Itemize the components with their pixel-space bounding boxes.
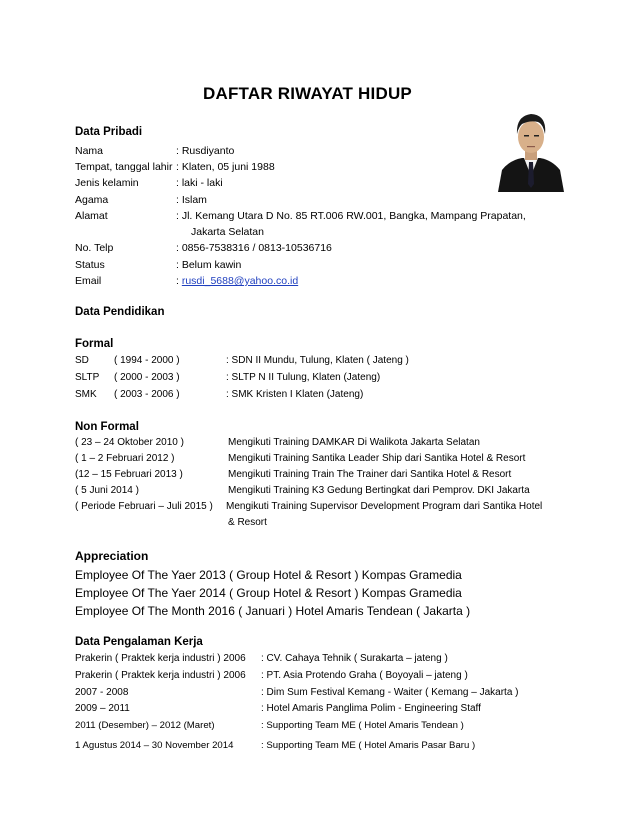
appreciation-item: Employee Of The Yaer 2014 ( Group Hotel & Resort ) Kompas Gramedia	[75, 586, 462, 600]
label-email: Email	[75, 275, 102, 287]
experience-desc: : Hotel Amaris Panglima Polim - Engineering Staff	[261, 703, 481, 714]
formal-school: : SDN II Mundu, Tulung, Klaten ( Jateng )	[226, 355, 409, 366]
profile-photo	[494, 104, 568, 192]
label-jenis-kelamin: Jenis kelamin	[75, 177, 139, 189]
experience-period: Prakerin ( Praktek kerja industri ) 2006	[75, 670, 246, 681]
formal-level: SMK	[75, 389, 97, 400]
appreciation-item: Employee Of The Yaer 2013 ( Group Hotel & Resort ) Kompas Gramedia	[75, 568, 462, 582]
formal-years: ( 2000 - 2003 )	[114, 372, 180, 383]
experience-period: 1 Agustus 2014 – 30 November 2014	[75, 740, 234, 751]
nonformal-date: ( 5 Juni 2014 )	[75, 485, 139, 496]
experience-period: Prakerin ( Praktek kerja industri ) 2006	[75, 653, 246, 664]
section-heading-appreciation: Appreciation	[75, 549, 149, 563]
nonformal-desc-line2: & Resort	[228, 517, 267, 528]
label-nama: Nama	[75, 145, 104, 157]
email-link[interactable]: rusdi_5688@yahoo.co.id	[181, 275, 299, 287]
experience-desc: : CV. Cahaya Tehnik ( Surakarta – jateng )	[261, 653, 448, 664]
experience-desc: : Supporting Team ME ( Hotel Amaris Tendean )	[261, 720, 464, 731]
nonformal-date: ( 23 – 24 Oktober 2010 )	[75, 437, 184, 448]
formal-level: SLTP	[75, 372, 100, 383]
nonformal-desc: Mengikuti Training Train The Trainer dari Santika Hotel & Resort	[228, 469, 512, 480]
section-heading-pengalaman: Data Pengalaman Kerja	[75, 636, 203, 648]
value-ttl: : Klaten, 05 juni 1988	[176, 161, 275, 173]
experience-period: 2007 - 2008	[75, 687, 129, 698]
email-colon: :	[176, 275, 182, 287]
nonformal-date: ( 1 – 2 Februari 2012 )	[75, 453, 175, 464]
nonformal-desc: Mengikuti Training Santika Leader Ship dari Santika Hotel & Resort	[228, 453, 526, 464]
value-telp: : 0856-7538316 / 0813-10536716	[176, 242, 332, 254]
formal-years: ( 1994 - 2000 )	[114, 355, 180, 366]
label-agama: Agama	[75, 194, 109, 206]
experience-desc: : Supporting Team ME ( Hotel Amaris Pasar Baru )	[261, 740, 476, 751]
nonformal-date: (12 – 15 Februari 2013 )	[75, 469, 183, 480]
value-jenis-kelamin: : laki - laki	[176, 177, 223, 189]
nonformal-desc: Mengikuti Training DAMKAR Di Walikota Jakarta Selatan	[228, 437, 480, 448]
label-ttl: Tempat, tanggal lahir	[75, 161, 173, 173]
formal-school: : SMK Kristen I Klaten (Jateng)	[226, 389, 364, 400]
experience-period: 2009 – 2011	[75, 703, 130, 714]
experience-desc: : Dim Sum Festival Kemang - Waiter ( Kemang – Jakarta )	[261, 687, 519, 698]
formal-years: ( 2003 - 2006 )	[114, 389, 180, 400]
subheading-formal: Formal	[75, 338, 114, 350]
nonformal-desc: Mengikuti Training Supervisor Development Program dari Santika Hotel	[226, 501, 543, 512]
value-nama: : Rusdiyanto	[176, 145, 235, 157]
appreciation-item: Employee Of The Month 2016 ( Januari ) Hotel Amaris Tendean ( Jakarta )	[75, 604, 471, 618]
value-status: : Belum kawin	[176, 259, 242, 271]
value-agama: : Islam	[176, 194, 207, 206]
experience-desc: : PT. Asia Protendo Graha ( Boyoyali – jateng )	[261, 670, 468, 681]
label-status: Status	[75, 259, 105, 271]
section-heading-pendidikan: Data Pendidikan	[75, 306, 165, 318]
subheading-nonformal: Non Formal	[75, 421, 139, 433]
value-alamat: : Jl. Kemang Utara D No. 85 RT.006 RW.001, Bangka, Mampang Prapatan,	[176, 210, 526, 222]
nonformal-desc: Mengikuti Training K3 Gedung Bertingkat dari Pemprov. DKI Jakarta	[228, 485, 530, 496]
value-email	[176, 275, 298, 287]
experience-period: 2011 (Desember) – 2012 (Maret)	[75, 720, 215, 731]
label-telp: No. Telp	[75, 242, 114, 254]
nonformal-date: ( Periode Februari – Juli 2015 )	[75, 501, 213, 512]
label-alamat: Alamat	[75, 210, 108, 222]
formal-level: SD	[75, 355, 89, 366]
page-title: DAFTAR RIWAYAT HIDUP	[203, 84, 412, 103]
value-alamat-line2: Jakarta Selatan	[191, 226, 264, 238]
formal-school: : SLTP N II Tulung, Klaten (Jateng)	[226, 372, 381, 383]
section-heading-pribadi: Data Pribadi	[75, 126, 143, 138]
